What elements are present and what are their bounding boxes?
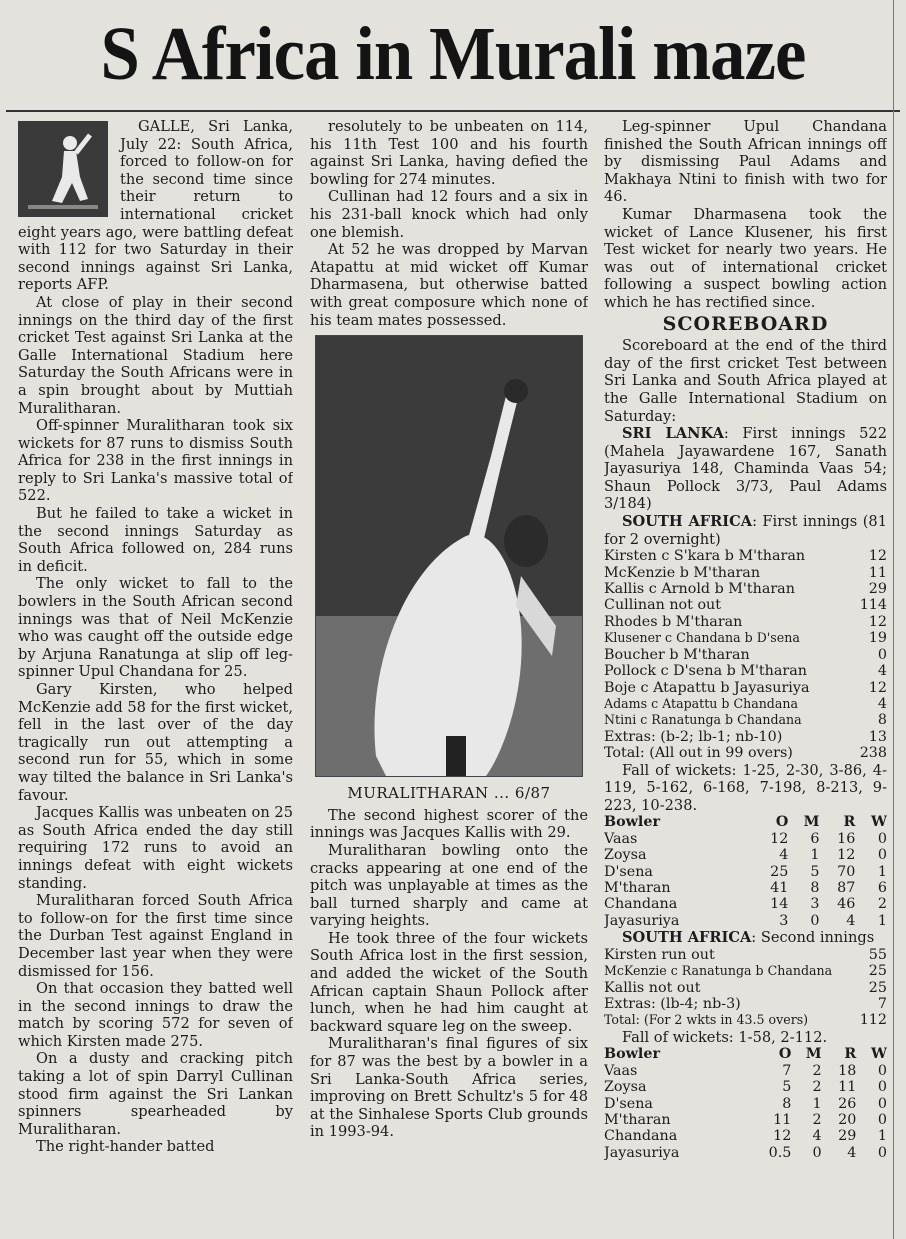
bowling-cell: 18 xyxy=(838,1062,857,1079)
article-paragraph: Gary Kirsten, who helped McKenzie add 58 for the first wicket, fell in the last over of the day tragically run out attempting a second run for 55, which in some way tilted the balance in Sri Lanka's favour. xyxy=(18,681,293,804)
bowling-cell: 2 xyxy=(812,1062,822,1079)
sa-first-innings-heading xyxy=(604,513,887,548)
bowling-cell: 5 xyxy=(782,1079,792,1096)
batsman-name: Kirsten c S'kara b M'tharan xyxy=(604,548,806,565)
article-paragraph: Cullinan had 12 fours and a six in his 231-ball knock which had only one blemish. xyxy=(310,188,588,241)
sa-first-innings-bowling-table xyxy=(604,814,887,929)
sa-second-innings-text: : Second innings xyxy=(751,929,875,947)
article-paragraph: Muralitharan bowling onto the cracks appearing at one end of the pitch was unplayable at times as the ball turned sharply and came at varying heights. xyxy=(310,841,588,930)
batsman-runs: 8 xyxy=(877,712,887,729)
batting-row xyxy=(604,630,887,646)
bowling-cell: 1 xyxy=(810,847,820,864)
article-paragraph: At 52 he was dropped by Marvan Atapattu at mid wicket off Kumar Dharmasena, but otherwise batted with great composure which none of his team mates possessed. xyxy=(310,241,588,329)
bowling-cell: 0 xyxy=(877,847,887,864)
batting-row xyxy=(604,963,887,979)
batsman-runs: 238 xyxy=(859,745,887,762)
bowling-cell: 4 xyxy=(847,1144,857,1161)
bowling-cell: 4 xyxy=(846,912,856,929)
batsman-runs: 55 xyxy=(868,946,887,963)
bowling-cell: 8 xyxy=(782,1095,792,1112)
bowling-cell: 87 xyxy=(837,879,856,896)
batsman-name: Kallis c Arnold b M'tharan xyxy=(604,581,795,598)
sa-second-fall-of-wickets: Fall of wickets: 1-58, 2-112. xyxy=(622,1028,828,1046)
batsman-runs: 12 xyxy=(868,548,887,565)
muralitharan-bowling-photo xyxy=(315,335,583,777)
bowling-cell: 0.5 xyxy=(768,1144,792,1161)
scoreboard-intro: Scoreboard at the end of the third day of the first cricket Test between Sri Lanka and South Africa played at the Galle International Stadium on Saturday: xyxy=(604,337,887,425)
bowling-cell: 25 xyxy=(770,863,789,880)
bowling-cell: 2 xyxy=(877,896,887,913)
photo-caption: MURALITHARAN ... 6/87 xyxy=(347,784,551,803)
batting-row xyxy=(604,729,887,745)
bowling-cell: Chandana xyxy=(604,1128,678,1145)
batsman-runs: 114 xyxy=(859,597,887,614)
column-edge-rule xyxy=(893,0,894,1239)
bowling-cell: Chandana xyxy=(604,896,678,913)
batsman-name: Cullinan not out xyxy=(604,597,722,614)
bowling-cell: 0 xyxy=(877,1095,887,1112)
bowling-cell: 2 xyxy=(812,1079,822,1096)
article-paragraph: On a dusty and cracking pitch taking a lot of spin Darryl Cullinan stood firm against the Sri Lankan spinners spearheaded by Muralitharan. xyxy=(18,1050,293,1138)
bowling-cell: 70 xyxy=(837,863,856,880)
bowling-cell: D'sena xyxy=(604,1095,653,1112)
bowling-cell: 0 xyxy=(877,1079,887,1096)
bowling-cell: 29 xyxy=(838,1128,857,1145)
batsman-name: Boje c Atapattu b Jayasuriya xyxy=(604,679,810,696)
batting-row xyxy=(604,980,887,996)
article-paragraph: But he failed to take a wicket in the second innings Saturday as South Africa followed on, 284 runs in deficit. xyxy=(18,505,293,575)
bowling-header-cell: Bowler xyxy=(604,1046,660,1063)
sa-second-innings-batting-table xyxy=(604,947,887,1029)
batsman-runs: 13 xyxy=(868,728,887,745)
bowling-cell: 4 xyxy=(779,847,789,864)
bowling-cell: 3 xyxy=(810,896,820,913)
headline: S Africa in Murali maze xyxy=(100,11,806,96)
batsman-runs: 4 xyxy=(877,695,887,712)
headline-rule xyxy=(6,110,900,112)
batting-row xyxy=(604,548,887,564)
batsman-runs: 0 xyxy=(877,646,887,663)
batsman-name: Klusener c Chandana b D'sena xyxy=(604,630,800,646)
bowling-cell: 2 xyxy=(812,1112,822,1128)
bowling-cell: Vaas xyxy=(604,830,638,847)
article-column-2 xyxy=(310,118,588,1233)
batting-row xyxy=(604,597,887,613)
sa-team-label: SOUTH AFRICA xyxy=(622,513,753,531)
bowling-cell: M'tharan xyxy=(604,1112,671,1128)
bowling-cell: 1 xyxy=(812,1095,822,1112)
bowling-header-cell: O xyxy=(778,1046,792,1063)
bowling-cell: 12 xyxy=(773,1128,792,1145)
batting-row xyxy=(604,712,887,728)
batsman-runs: 12 xyxy=(868,679,887,696)
bowling-cell: 0 xyxy=(877,830,887,847)
bowling-cell: 16 xyxy=(837,830,856,847)
batting-row xyxy=(604,614,887,630)
bowling-cell: 1 xyxy=(877,912,887,929)
batsman-runs: 4 xyxy=(877,663,887,680)
article-paragraph: The only wicket to fall to the bowlers in the South African second innings was that of Neil McKenzie who was caught off the outside edge by Arjuna Ranatunga at slip off leg-spinner Upul Chandana for 25. xyxy=(18,575,293,681)
bowling-row xyxy=(604,1079,887,1095)
batsman-runs: 25 xyxy=(868,979,887,996)
bowling-cell: Zoysa xyxy=(604,1079,647,1096)
bowling-header-row xyxy=(604,1046,887,1062)
bowling-row xyxy=(604,1112,887,1128)
batsman-name: Boucher b M'tharan xyxy=(604,646,750,663)
batsman-name: Kirsten run out xyxy=(604,946,715,963)
batting-row xyxy=(604,680,887,696)
batsman-name: Total: (For 2 wkts in 43.5 overs) xyxy=(604,1012,809,1028)
bowling-header-cell: R xyxy=(844,1046,857,1063)
batsman-name: McKenzie c Ranatunga b Chandana xyxy=(604,963,833,979)
sa-first-fall-of-wickets: Fall of wickets: 1-25, 2-30, 3-86, 4-119, 5-162, 6-168, 7-198, 8-213, 9-223, 10-238. xyxy=(604,761,887,814)
bowling-cell: 5 xyxy=(810,863,820,880)
article-column-3 xyxy=(604,118,887,1233)
article-paragraph: Off-spinner Muralitharan took six wickets for 87 runs to dismiss South Africa for 238 in the first innings in reply to Sri Lanka's massive total of 522. xyxy=(18,417,293,505)
batsman-runs: 19 xyxy=(868,630,887,647)
batting-row xyxy=(604,663,887,679)
bowling-cell: 20 xyxy=(838,1112,857,1128)
batsman-name: Pollock c D'sena b M'tharan xyxy=(604,663,807,680)
batting-row xyxy=(604,1012,887,1028)
batsman-runs: 29 xyxy=(868,581,887,598)
batsman-name: Kallis not out xyxy=(604,979,701,996)
bowling-cell: 26 xyxy=(838,1095,857,1112)
cricketer-thumbnail-image xyxy=(18,121,108,217)
sa-second-innings-heading xyxy=(604,929,887,947)
bowling-cell: 0 xyxy=(810,912,820,929)
bowling-cell: 14 xyxy=(770,896,789,913)
bowling-header-cell: M xyxy=(803,814,820,831)
bowling-cell: Zoysa xyxy=(604,847,647,864)
article-paragraph: resolutely to be unbeaten on 114, his 11th Test 100 and his fourth against Sri Lanka, having defied the bowling for 274 minutes. xyxy=(310,118,588,188)
article-paragraph: On that occasion they batted well in the second innings to draw the match by scoring 572 for seven of which Kirsten made 275. xyxy=(18,980,293,1050)
bowling-header-cell: R xyxy=(843,814,856,831)
batsman-name: McKenzie b M'tharan xyxy=(604,564,761,581)
bowling-cell: 11 xyxy=(773,1112,792,1128)
bowling-cell: Vaas xyxy=(604,1062,638,1079)
batting-row xyxy=(604,696,887,712)
bowling-header-cell: W xyxy=(870,1046,887,1063)
bowling-cell: M'tharan xyxy=(604,879,671,896)
batsman-name: Ntini c Ranatunga b Chandana xyxy=(604,712,802,728)
batsman-runs: 7 xyxy=(877,995,887,1012)
bowling-header-row xyxy=(604,814,887,830)
article-paragraph: Kumar Dharmasena took the wicket of Lance Klusener, his first Test wicket for nearly two years. He was out of international cricket following a suspect bowling action which he has rectified since. xyxy=(604,205,887,311)
sa-second-innings-bowling-table xyxy=(604,1046,887,1161)
bowling-header-cell: O xyxy=(775,814,789,831)
bowling-header-cell: M xyxy=(805,1046,822,1063)
bowling-row xyxy=(604,1063,887,1079)
batting-row xyxy=(604,581,887,597)
bowling-row xyxy=(604,1145,887,1161)
bowling-row xyxy=(604,1096,887,1112)
batsman-name: Adams c Atapattu b Chandana xyxy=(604,695,798,711)
bowling-cell: 0 xyxy=(877,1062,887,1079)
article-paragraph: At close of play in their second innings on the third day of the first cricket Test against Sri Lanka at the Galle International Stadium here Saturday the South Africans were in a spin brought about by Muttiah Muralitharan. xyxy=(18,293,293,417)
batsman-runs: 11 xyxy=(868,564,887,581)
batting-row xyxy=(604,996,887,1012)
batting-row xyxy=(604,745,887,761)
batsman-name: Rhodes b M'tharan xyxy=(604,613,743,630)
sa-team-label: SOUTH AFRICA xyxy=(622,929,752,947)
article-paragraph: The second highest scorer of the innings was Jacques Kallis with 29. xyxy=(310,806,588,842)
batsman-runs: 25 xyxy=(868,963,887,980)
sl-first-innings xyxy=(604,425,887,513)
sa-first-innings-batting-table xyxy=(604,548,887,761)
article-paragraph: Muralitharan's final figures of six for 87 was the best by a bowler in a Sri Lanka-South Africa series, improving on Brett Schultz's 5 for 48 at the Sinhalese Sports Club grounds in 1993-94. xyxy=(310,1035,588,1141)
bowling-cell: 1 xyxy=(877,1128,887,1145)
bowling-cell: 11 xyxy=(838,1079,857,1096)
bowling-cell: 0 xyxy=(877,1144,887,1161)
article-column-1 xyxy=(18,118,293,1233)
bowling-row xyxy=(604,880,887,896)
article-paragraph: Leg-spinner Upul Chandana finished the South African innings off by dismissing Paul Adams and Makhaya Ntini to finish with two for 46. xyxy=(604,118,887,206)
bowling-row xyxy=(604,1128,887,1144)
bowling-cell: 46 xyxy=(837,896,856,913)
bowling-cell: 6 xyxy=(810,830,820,847)
batting-row xyxy=(604,947,887,963)
bowling-cell: 3 xyxy=(779,912,789,929)
batsman-name: Extras: (lb-4; nb-3) xyxy=(604,995,741,1012)
article-paragraph: Muralitharan forced South Africa to follow-on for the first time since the Durban Test against England in December last year when they were dismissed for 156. xyxy=(18,892,293,980)
bowling-cell: 4 xyxy=(812,1128,822,1145)
bowling-row xyxy=(604,913,887,929)
bowling-cell: 12 xyxy=(770,830,789,847)
batsman-runs: 12 xyxy=(868,613,887,630)
bowling-row xyxy=(604,896,887,912)
bowling-cell: 41 xyxy=(770,879,789,896)
bowling-cell: 7 xyxy=(782,1062,792,1079)
batsman-name: Extras: (b-2; lb-1; nb-10) xyxy=(604,728,783,745)
bowling-cell: 0 xyxy=(812,1144,822,1161)
scoreboard-heading: SCOREBOARD xyxy=(662,312,829,335)
article-paragraph: He took three of the four wickets South Africa lost in the first session, and added the wicket of the South African captain Shaun Pollock after lunch, when he had him caught at backward square leg on the sweep. xyxy=(310,929,588,1035)
article-paragraph: GALLE, Sri Lanka, July 22: South Africa, forced to follow-on for the second time since their return to international cricket eight years ago, were battling defeat with 112 for two Saturday in their second innings against Sri Lanka, reports AFP. xyxy=(18,118,293,294)
bowling-row xyxy=(604,864,887,880)
batting-row xyxy=(604,647,887,663)
bowling-cell: 1 xyxy=(877,863,887,880)
sl-first-innings-text: : First innings 522 (Mahela Jayawardene 167, Sanath Jayasuriya 148, Chaminda Vaas 54; Shaun Pollock 3/73, Paul Adams 3/184) xyxy=(604,425,887,513)
bowling-cell: 8 xyxy=(810,879,820,896)
bowling-cell: 12 xyxy=(837,847,856,864)
bowling-cell: Jayasuriya xyxy=(604,912,680,929)
batsman-runs: 112 xyxy=(859,1012,887,1029)
bowling-cell: 6 xyxy=(877,879,887,896)
bowling-row xyxy=(604,831,887,847)
batsman-name: Total: (All out in 99 overs) xyxy=(604,745,793,762)
bowling-row xyxy=(604,847,887,863)
article-paragraph: Jacques Kallis was unbeaten on 25 as South Africa ended the day still requiring 172 runs to avoid an innings defeat with eight wickets standing. xyxy=(18,804,293,892)
sa-first-innings-text: : First innings (81 for 2 overnight) xyxy=(604,513,887,548)
bowling-cell: 0 xyxy=(877,1112,887,1128)
bowling-cell: Jayasuriya xyxy=(604,1144,680,1161)
bowling-header-cell: W xyxy=(870,814,887,831)
sl-team-label: SRI LANKA xyxy=(622,425,724,443)
bowling-cell: D'sena xyxy=(604,863,653,880)
bowling-header-cell: Bowler xyxy=(604,814,660,831)
batting-row xyxy=(604,565,887,581)
article-paragraph: The right-hander batted xyxy=(36,1138,215,1156)
